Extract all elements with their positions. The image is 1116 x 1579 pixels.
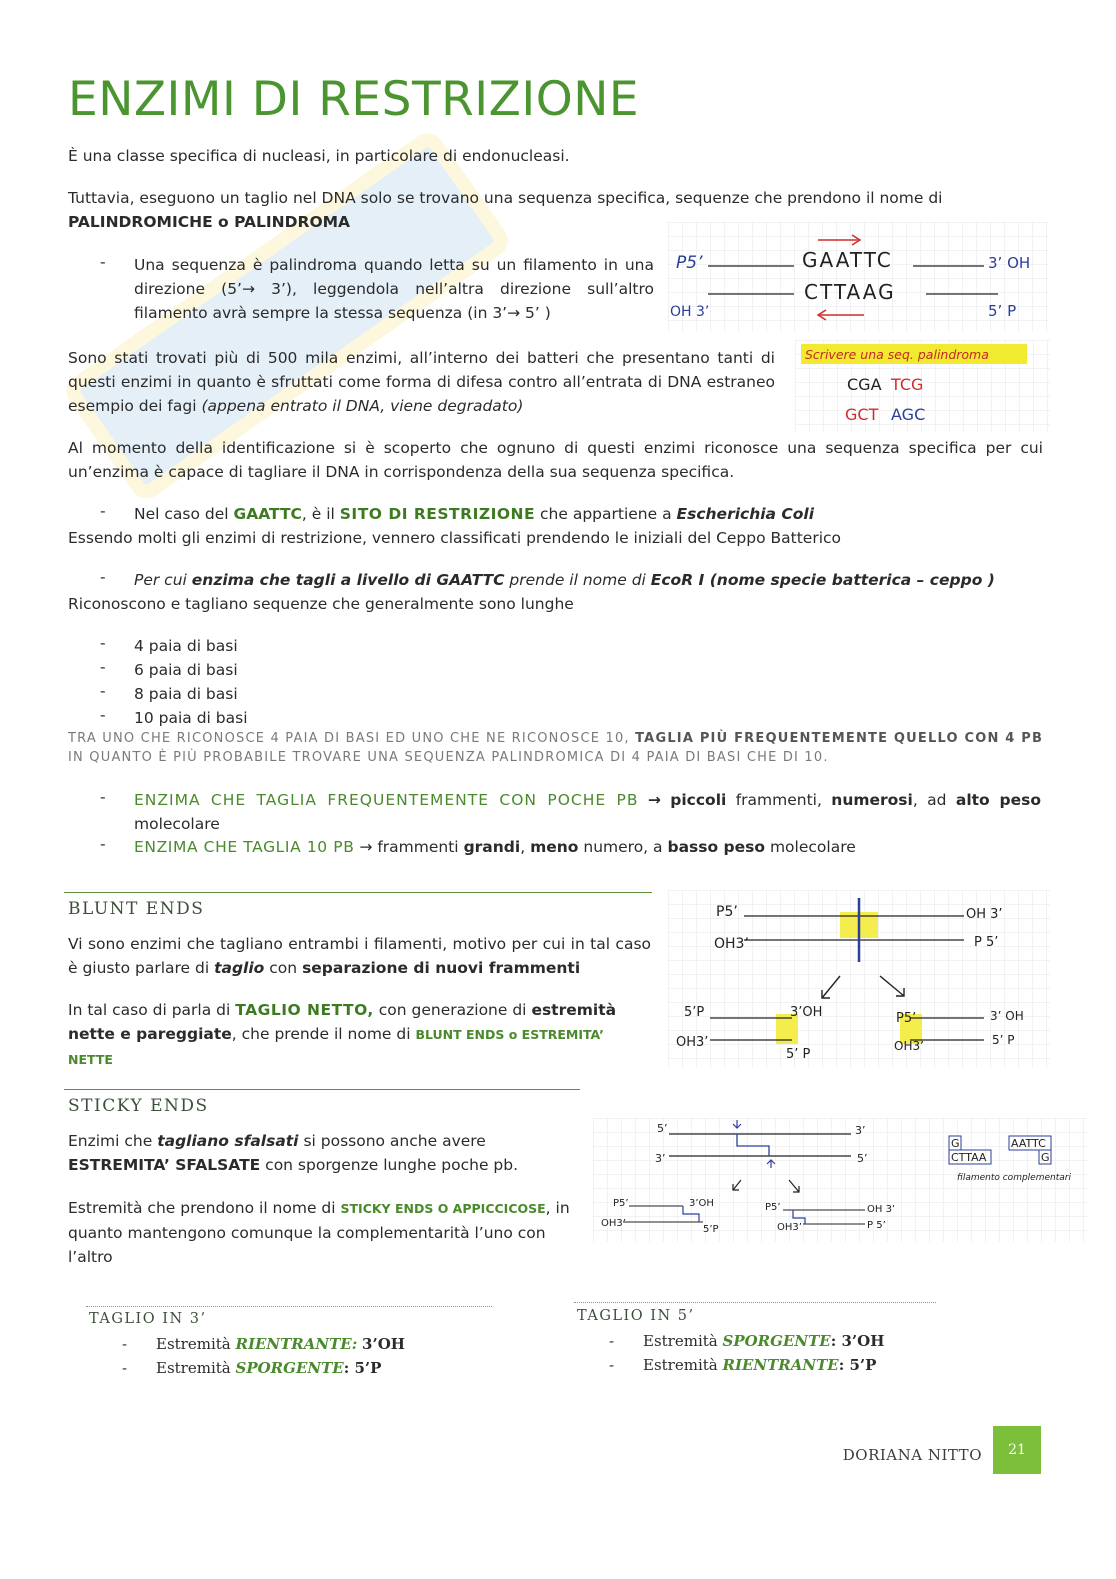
intro-paragraph-2: Tuttavia, eseguono un taglio nel DNA solo se trovano una sequenza specifica, sequenze che prendono il nome di PALINDROMICHE o PALINDROMA <box>68 189 943 231</box>
palindrome-sketch <box>668 222 1048 332</box>
fig-label: OH3’ <box>714 936 749 952</box>
fig-label: 5’ <box>657 1122 668 1135</box>
list-item: - Estremità SPORGENTE: 3’OH <box>609 1332 885 1350</box>
taglio-3-divider <box>86 1306 492 1307</box>
palindrome-bullet: - Una sequenza è palindroma quando letta su un filamento in una direzione (5’→ 3’), leggendola nell’altra direzione sull’altro filamento avrà sempre la stessa sequenza (in 3’→ 5’ ) <box>100 253 654 322</box>
fig-label: P5’ <box>613 1198 629 1209</box>
blunt-ends-sketch <box>668 890 1050 1068</box>
blunt-ends-heading: BLUNT ENDS <box>68 899 205 919</box>
list-item: - Estremità RIENTRANTE: 5’P <box>609 1356 877 1374</box>
fig-label: 3’ <box>655 1152 666 1165</box>
recognition-text: Riconoscono e tagliano sequenze che generalmente sono lunghe <box>68 595 574 613</box>
fig-label: P 5’ <box>974 935 999 950</box>
page-title: ENZIMI DI RESTRIZIONE <box>68 72 640 127</box>
fig-label: 3’ OH <box>990 1009 1024 1023</box>
list-item: - 8 paia di basi <box>100 682 238 703</box>
fig-label: 5’ P <box>992 1033 1015 1047</box>
fig-label: G <box>951 1137 960 1150</box>
sticky-ends-heading: STICKY ENDS <box>68 1096 209 1116</box>
gaattc-bullet: - Nel caso del GAATTC, è il SITO DI RESTRIZIONE che appartiene a Escherichia Coli <box>100 502 815 523</box>
page-number: 21 <box>993 1426 1041 1474</box>
taglio-5-heading: TAGLIO IN 5’ <box>577 1308 695 1324</box>
list-item: - 10 paia di basi <box>100 706 248 727</box>
fig-sequence: CTTAAG <box>804 280 896 304</box>
fig-sequence: CGA <box>847 375 882 394</box>
frequency-bullet-2: - ENZIMA CHE TAGLIA 10 PB → frammenti grandi, meno numero, a basso peso molecolare <box>100 835 856 856</box>
list-item: - 4 paia di basi <box>100 634 238 655</box>
fig-sequence: AGC <box>891 405 926 424</box>
list-item: - Estremità RIENTRANTE: 3’OH <box>122 1335 405 1353</box>
taglio-3-heading: TAGLIO IN 3’ <box>89 1311 207 1327</box>
fig-label: 5’P <box>684 1005 705 1020</box>
sticky-paragraph-2: Estremità che prendono il nome di STICKY ENDS O APPICCICOSE, in quanto mantengono comunque la complementarità l’uno con l’altro <box>68 1199 570 1266</box>
fig-label: OH3’ <box>777 1222 802 1233</box>
palindrome-exercise-sketch <box>795 340 1050 432</box>
fig-label: OH3’ <box>676 1035 709 1050</box>
fig-label: OH3’ <box>601 1218 626 1229</box>
fig-label: OH3’ <box>894 1039 924 1053</box>
fig-label: 5’ P <box>786 1047 811 1062</box>
fig-label: P 5’ <box>867 1220 886 1231</box>
section-divider <box>64 892 652 893</box>
author-name: DORIANA NITTO <box>842 1446 982 1464</box>
fig-label: 3’OH <box>790 1005 823 1020</box>
fig-label: OH 3’ <box>966 907 1003 922</box>
classification-text: Essendo molti gli enzimi di restrizione, vennero classificati prendendo le iniziali del Ceppo Batterico <box>68 529 842 547</box>
list-item: - Estremità SPORGENTE: 5’P <box>122 1359 382 1377</box>
fig-label: filamento complementari <box>957 1173 1071 1183</box>
fig-label: 3’ OH <box>988 254 1031 272</box>
fig-sequence: GCT <box>845 405 879 424</box>
fig-label: 5’P <box>703 1224 719 1235</box>
taglio-3-list <box>122 1332 405 1380</box>
sticky-paragraph-1: Enzimi che tagliano sfalsati si possono anche avere ESTREMITA’ SFALSATE con sporgenze lunghe poche pb. <box>68 1132 519 1174</box>
frequency-note: TRA UNO CHE RICONOSCE 4 PAIA DI BASI ED UNO CHE NE RICONOSCE 10, TAGLIA PIÙ FREQUENTEMENTE QUELLO CON 4 PB IN QUANTO È PIÙ PROBABILE TROVARE UNA SEQUENZA PALINDROMICA DI 4 PAIA DI BASI CHE DI 10. <box>68 731 1044 765</box>
fig-label: P5’ <box>896 1011 917 1026</box>
fig-sequence: TCG <box>891 375 924 394</box>
fig-label: 5’ P <box>988 302 1017 320</box>
intro-paragraph-3: Sono stati trovati più di 500 mila enzimi, all’interno dei batteri che presentano tanti di questi enzimi in quanto è sfruttati come forma di difesa contro all’entrata di DNA estraneo esempio dei fagi (appena entrato il DNA, viene degradato) <box>68 349 775 415</box>
blunt-paragraph-1: Vi sono enzimi che tagliano entrambi i filamenti, motivo per cui in tal caso è giusto parlare di taglio con separazione di nuovi frammenti <box>68 935 651 977</box>
pairs-list <box>100 634 248 730</box>
taglio-5-divider <box>574 1302 936 1303</box>
fig-label: 3’ <box>855 1124 866 1137</box>
fig-label: P5’ <box>765 1202 781 1213</box>
ecor-bullet: - Per cui enzima che tagli a livello di GAATTC prende il nome di EcoR I (nome specie batterica – ceppo ) <box>100 568 995 589</box>
fig-label: OH 3’ <box>867 1204 896 1215</box>
sticky-ends-sketch <box>593 1118 1087 1242</box>
fig-label: G <box>1041 1151 1050 1164</box>
fig-label: 5’ <box>857 1152 868 1165</box>
fig-label: CTTAA <box>951 1151 987 1164</box>
fig-sequence: GAATTC <box>802 248 893 272</box>
fig-label: P5’ <box>676 253 703 273</box>
fig-title: Scrivere una seq. palindroma <box>805 347 989 362</box>
blunt-paragraph-2: In tal caso di parla di TAGLIO NETTO, con generazione di estremità nette e pareggiate, che prende il nome di BLUNT ENDS o ESTREMITA’ NETTE <box>68 1001 617 1067</box>
taglio-5-list <box>609 1329 885 1377</box>
section-divider <box>64 1089 580 1090</box>
fig-label: 3’OH <box>689 1198 714 1209</box>
fig-label: AATTC <box>1011 1137 1046 1150</box>
frequency-bullet-1: - ENZIMA CHE TAGLIA FREQUENTEMENTE CON POCHE PB → piccoli frammenti, numerosi, ad alto peso molecolare <box>100 788 1042 833</box>
intro-paragraph-4: Al momento della identificazione si è scoperto che ognuno di questi enzimi riconosce una sequenza specifica per cui un’enzima è capace di tagliare il DNA in corrispondenza della sua sequenza specifica. <box>68 439 1043 481</box>
intro-paragraph-1: È una classe specifica di nucleasi, in particolare di endonucleasi. <box>68 147 570 165</box>
fig-label: OH 3’ <box>670 304 710 320</box>
fig-label: P5’ <box>716 904 738 920</box>
list-item: - 6 paia di basi <box>100 658 238 679</box>
